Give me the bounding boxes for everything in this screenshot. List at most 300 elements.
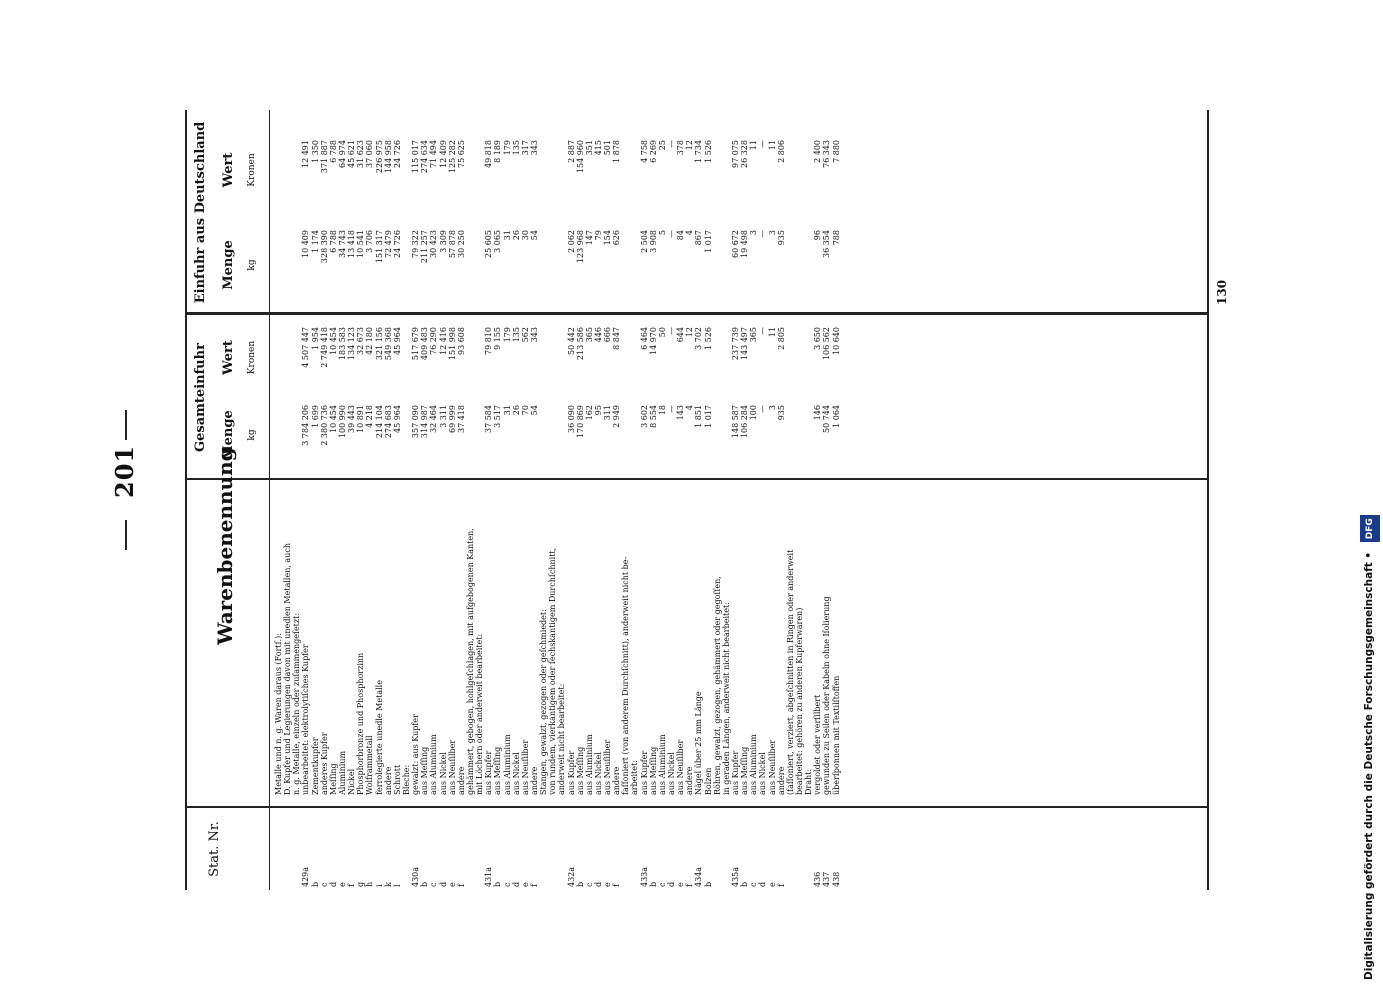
description-cell: aus Nickel [593, 752, 603, 795]
description-cell: aus Kupfer [731, 750, 741, 795]
total-value-cell: 1 526 [703, 327, 713, 350]
table-row [777, 110, 786, 890]
total-value-cell: 93 608 [456, 327, 466, 355]
total-quantity-cell: — [667, 405, 677, 413]
germany-value-cell: 12 409 [438, 140, 448, 168]
table-row [567, 110, 576, 890]
total-quantity-cell: 1 699 [310, 405, 320, 428]
table-row [539, 110, 548, 890]
stat-nr-cell: f [456, 884, 466, 887]
description-cell: andere [456, 766, 466, 795]
stat-nr-cell: e [337, 882, 347, 887]
total-quantity-cell: 18 [657, 405, 667, 416]
germany-quantity-cell: 147 [584, 230, 594, 246]
germany-quantity-cell: 1 174 [310, 230, 320, 253]
germany-value-cell: 25 [657, 140, 667, 151]
total-value-cell: 179 [502, 327, 512, 343]
total-quantity-cell: 69 999 [447, 405, 457, 433]
table-row [365, 110, 374, 890]
germany-quantity-cell: 34 743 [337, 230, 347, 258]
table-row [530, 110, 539, 890]
total-quantity-cell: 170 869 [575, 405, 585, 439]
stat-nr-cell: b [575, 881, 585, 887]
table-row [658, 110, 667, 890]
stat-nr-cell: e [520, 882, 530, 887]
germany-value-cell: 2 887 [566, 140, 576, 163]
germany-value-cell: — [667, 140, 677, 148]
description-cell: bearbeitet: gehören zu anderen Kupferwaren) [795, 607, 805, 795]
germany-value-cell: 1 734 [694, 140, 704, 163]
description-cell: in geraden Längen, anderweit nicht bearbeitet: [721, 602, 731, 795]
total-quantity-cell: 2 949 [612, 405, 622, 428]
header-warenbenennung: Warenbenennung [213, 447, 237, 645]
total-value-cell: 666 [603, 327, 613, 343]
table-row [667, 110, 676, 890]
total-quantity-cell: 935 [776, 405, 786, 421]
total-quantity-cell: 106 284 [740, 405, 750, 439]
description-cell: überſponnen mit Textilſtoffen [831, 675, 841, 795]
germany-value-cell: 12 [685, 140, 695, 151]
description-cell: aus Aluminium [657, 734, 667, 795]
germany-quantity-cell: 788 [831, 230, 841, 246]
total-quantity-cell: 31 [502, 405, 512, 416]
description-cell: D. Kupfer und Legierungen davon mit unedlen Metallen, auch [283, 543, 293, 795]
stat-nr-cell: f [612, 884, 622, 887]
germany-quantity-cell: 30 250 [456, 230, 466, 258]
table-row [585, 110, 594, 890]
stat-nr-cell: d [758, 881, 768, 887]
total-quantity-cell: 8 554 [648, 405, 658, 428]
footer-number: 130 [1215, 279, 1229, 305]
germany-quantity-cell: 3 [749, 230, 759, 236]
total-quantity-cell: 3 517 [493, 405, 503, 428]
stat-nr-cell: 433a [639, 866, 649, 887]
table-row [402, 110, 411, 890]
total-value-cell: 549 368 [383, 327, 393, 361]
total-quantity-cell: 70 [520, 405, 530, 416]
total-value-cell: 644 [676, 327, 686, 343]
description-cell: Meſſing [328, 763, 338, 795]
stat-nr-cell: 434a [694, 866, 704, 887]
table-row [630, 110, 639, 890]
description-cell: gehämmert, gebogen, hohlgeſchlagen, mit aufgebogenen Kanten, [465, 528, 475, 795]
stat-nr-cell: 438 [831, 871, 841, 887]
germany-quantity-cell: 626 [612, 230, 622, 246]
stat-nr-cell: f [529, 884, 539, 887]
total-quantity-cell: 39 443 [347, 405, 357, 433]
total-quantity-cell: 37 418 [456, 405, 466, 433]
germany-value-cell: 6 269 [648, 140, 658, 163]
description-cell: n. g. Metalle, einzeln oder zuſammengeſetzt: [292, 612, 302, 795]
germany-quantity-cell: 3 309 [438, 230, 448, 253]
table-row [347, 110, 356, 890]
germany-quantity-cell: 10 409 [301, 230, 311, 258]
description-cell: aus Nickel [438, 752, 448, 795]
germany-quantity-cell: 10 541 [356, 230, 366, 258]
germany-value-cell: 501 [603, 140, 613, 156]
description-cell: Bolzen [703, 767, 713, 795]
table-row [274, 110, 283, 890]
germany-quantity-cell: 154 [603, 230, 613, 246]
stat-nr-cell: f [776, 884, 786, 887]
description-cell: Nickel [347, 768, 357, 795]
description-cell: Schrott [392, 764, 402, 795]
table-row [457, 110, 466, 890]
description-cell: aus Meſſing [740, 746, 750, 795]
total-value-cell: 10 640 [831, 327, 841, 355]
description-cell: andere [612, 766, 622, 795]
germany-value-cell: 75 625 [456, 140, 466, 168]
header-unit-kronen: Kronen [247, 153, 257, 187]
germany-quantity-cell: 151 317 [374, 230, 384, 264]
total-value-cell: 3 650 [813, 327, 823, 350]
description-cell: Metalle und n. g. Waren daraus (Fortſ.): [274, 633, 283, 795]
germany-quantity-cell: 3 908 [648, 230, 658, 253]
germany-value-cell: 1 526 [703, 140, 713, 163]
table-row [576, 110, 585, 890]
total-quantity-cell: 1 064 [831, 405, 841, 428]
germany-value-cell: 115 017 [411, 140, 421, 174]
total-quantity-cell: 3 602 [639, 405, 649, 428]
description-cell: unbearbeitet: elektrolytiſches Kupfer [301, 644, 311, 795]
stat-nr-cell: f [685, 884, 695, 887]
germany-value-cell: 31 623 [356, 140, 366, 168]
germany-quantity-cell: 3 065 [493, 230, 503, 253]
table-row [795, 110, 804, 890]
total-value-cell: 151 998 [447, 327, 457, 361]
germany-value-cell: 144 958 [383, 140, 393, 174]
description-cell: Stangen, gewalzt, gezogen oder geſchmiedet: [539, 609, 549, 795]
description-cell: aus Neuſilber [676, 739, 686, 795]
germany-quantity-cell: 57 878 [447, 230, 457, 258]
header-unit-kronen: Kronen [247, 340, 257, 375]
germany-value-cell: 226 975 [374, 140, 384, 174]
total-value-cell: 50 [657, 327, 667, 338]
description-cell: Zementkupfer [310, 737, 320, 795]
total-value-cell: 32 673 [356, 327, 366, 355]
total-quantity-cell: 4 [685, 405, 695, 411]
description-cell: aus Meſſing [493, 746, 503, 795]
total-value-cell: 2 805 [776, 327, 786, 350]
total-quantity-cell: 3 784 206 [301, 405, 311, 446]
table-row [832, 110, 841, 890]
table-row [786, 110, 795, 890]
germany-quantity-cell: 36 354 [822, 230, 832, 258]
description-cell: faſſoniert (von anderem Durchſchnitt), anderweit nicht be- [621, 556, 631, 795]
header-einfuhr-deutschland: Einfuhr aus Deutschland [193, 121, 208, 304]
total-value-cell: 3 702 [694, 327, 704, 350]
table-row [722, 110, 731, 890]
description-cell: aus Neuſilber [447, 739, 457, 795]
total-value-cell: — [667, 327, 677, 335]
germany-quantity-cell: 3 706 [365, 230, 375, 253]
table-row [320, 110, 329, 890]
total-value-cell: 6 464 [639, 327, 649, 350]
total-quantity-cell: 3 311 [438, 405, 448, 428]
table-row [713, 110, 722, 890]
germany-quantity-cell: 79 322 [411, 230, 421, 258]
description-cell: ferrolegierte unedle Metalle [374, 680, 384, 795]
table-row [439, 110, 448, 890]
table-row [594, 110, 603, 890]
table-row [311, 110, 320, 890]
total-quantity-cell: 314 987 [420, 405, 430, 439]
germany-value-cell: 4 758 [639, 140, 649, 163]
total-quantity-cell: 214 104 [374, 405, 384, 439]
stat-nr-cell: b [310, 881, 320, 887]
total-value-cell: 343 [529, 327, 539, 343]
germany-quantity-cell: 54 [529, 230, 539, 241]
description-cell: andere [685, 766, 695, 795]
page-number: 201 [110, 444, 139, 498]
germany-quantity-cell: 19 498 [740, 230, 750, 258]
table-row [356, 110, 365, 890]
header-menge: Menge [221, 240, 236, 290]
description-cell: anderweit nicht bearbeitet: [557, 683, 567, 795]
germany-value-cell: 2 806 [776, 140, 786, 163]
germany-quantity-cell: 60 672 [731, 230, 741, 258]
description-cell: aus Neuſilber [520, 739, 530, 795]
total-quantity-cell: — [758, 405, 768, 413]
stat-nr-cell: l [392, 884, 402, 887]
description-cell: Aluminium [337, 750, 347, 795]
description-cell: aus Nickel [511, 752, 521, 795]
total-quantity-cell: 100 [749, 405, 759, 421]
stat-nr-cell: g [356, 881, 366, 887]
stat-nr-cell: b [420, 881, 430, 887]
total-value-cell: 106 562 [822, 327, 832, 361]
table-row [749, 110, 758, 890]
germany-value-cell: 415 [593, 140, 603, 156]
table-row [640, 110, 649, 890]
germany-value-cell: 125 282 [447, 140, 457, 174]
germany-value-cell: 317 [520, 140, 530, 156]
germany-value-cell: 1 878 [612, 140, 622, 163]
total-value-cell: 10 454 [328, 327, 338, 355]
total-quantity-cell: 32 464 [429, 405, 439, 433]
total-value-cell: 143 497 [740, 327, 750, 361]
table-row [292, 110, 301, 890]
germany-quantity-cell: 25 605 [484, 230, 494, 258]
description-cell: aus Meſſing [420, 746, 430, 795]
table-row [694, 110, 703, 890]
description-cell: aus Kupfer [566, 750, 576, 795]
total-quantity-cell: 10 454 [328, 405, 338, 433]
germany-value-cell: 12 491 [301, 140, 311, 168]
total-quantity-cell: 3 [767, 405, 777, 411]
description-cell: aus Aluminium [429, 734, 439, 795]
total-value-cell: 8 847 [612, 327, 622, 350]
header-rule [269, 110, 270, 890]
table-row [411, 110, 420, 890]
stat-nr-cell: d [511, 881, 521, 887]
germany-value-cell: 154 960 [575, 140, 585, 174]
total-value-cell: 562 [520, 327, 530, 343]
stat-nr-cell: k [383, 882, 393, 887]
stat-nr-cell: b [703, 881, 713, 887]
germany-quantity-cell: 96 [813, 230, 823, 241]
total-value-cell: 409 483 [420, 327, 430, 361]
germany-quantity-cell: 867 [694, 230, 704, 246]
description-cell: aus Neuſilber [767, 739, 777, 795]
total-quantity-cell: 274 683 [383, 405, 393, 439]
table-body [274, 110, 841, 890]
description-cell: aus Meſſing [575, 746, 585, 795]
total-value-cell: 42 180 [365, 327, 375, 355]
header-gesamteinfuhr: Gesamteinfuhr [193, 343, 208, 452]
total-quantity-cell: 148 587 [731, 405, 741, 439]
germany-quantity-cell: 30 [520, 230, 530, 241]
germany-value-cell: 135 [511, 140, 521, 156]
total-quantity-cell: 36 090 [566, 405, 576, 433]
germany-value-cell: 71 494 [429, 140, 439, 168]
table-row [420, 110, 429, 890]
description-cell: andere [383, 766, 393, 795]
description-cell: Röhren, gewalzt, gezogen, gehämmert oder gegoſſen, [712, 576, 722, 795]
stat-nr-cell: e [603, 882, 613, 887]
total-value-cell: 446 [593, 327, 603, 343]
side-credit [1359, 20, 1379, 980]
stat-nr-cell: c [502, 882, 512, 887]
germany-value-cell: 11 [749, 140, 759, 151]
total-quantity-cell: 1 851 [694, 405, 704, 428]
stat-nr-cell: f [347, 884, 357, 887]
dfg-logo: DFG [1360, 515, 1380, 542]
stat-nr-cell: 431a [484, 866, 494, 887]
table-row [621, 110, 630, 890]
total-value-cell: 365 [749, 327, 759, 343]
germany-value-cell: 378 [676, 140, 686, 156]
table-row [375, 110, 384, 890]
table-row [329, 110, 338, 890]
germany-value-cell: 11 [767, 140, 777, 151]
dfg-credit-text: Digitalisierung gefördert durch die Deutsche Forschungsgemeinschaft • [1363, 551, 1375, 980]
table-row [603, 110, 612, 890]
table-row [503, 110, 512, 890]
germany-quantity-cell: 2 062 [566, 230, 576, 253]
table-row [448, 110, 457, 890]
table-row [384, 110, 393, 890]
germany-value-cell: 7 880 [831, 140, 841, 163]
total-quantity-cell: 311 [603, 405, 613, 421]
total-value-cell: 12 [685, 327, 695, 338]
germany-quantity-cell: 13 418 [347, 230, 357, 258]
total-value-cell: — [758, 327, 768, 335]
germany-value-cell: 8 189 [493, 140, 503, 163]
stat-nr-cell: c [657, 882, 667, 887]
total-value-cell: 2 749 418 [319, 327, 329, 368]
table-row [484, 110, 493, 890]
germany-value-cell: 76 343 [822, 140, 832, 168]
description-cell: gewalzt: aus Kupfer [411, 714, 421, 795]
description-cell: aus Nickel [667, 752, 677, 795]
total-value-cell: 134 123 [347, 327, 357, 361]
germany-quantity-cell: 328 390 [319, 230, 329, 264]
total-value-cell: 45 964 [392, 327, 402, 355]
germany-quantity-cell: 5 [657, 230, 667, 236]
stat-nr-cell: c [584, 882, 594, 887]
header-stat-nr: Stat. Nr. [207, 821, 222, 877]
table-row [822, 110, 831, 890]
germany-value-cell: 343 [529, 140, 539, 156]
table-row [804, 110, 813, 890]
description-cell: aus Kupfer [639, 750, 649, 795]
total-quantity-cell: 4 218 [365, 405, 375, 428]
description-cell: aus Nickel [758, 752, 768, 795]
total-quantity-cell: 357 090 [411, 405, 421, 439]
stat-nr-cell: h [365, 881, 375, 887]
stat-nr-cell: i [374, 884, 384, 887]
stat-nr-cell: 435a [731, 866, 741, 887]
stat-nr-cell: 436 [813, 871, 823, 887]
description-cell: arbeitet: [630, 760, 640, 795]
total-quantity-cell: 143 [676, 405, 686, 421]
total-quantity-cell: 45 964 [392, 405, 402, 433]
total-value-cell: 14 970 [648, 327, 658, 355]
table-row [612, 110, 621, 890]
description-cell: aus Meſſing [648, 746, 658, 795]
table-row [338, 110, 347, 890]
germany-quantity-cell: 935 [776, 230, 786, 246]
stat-nr-cell: c [429, 882, 439, 887]
stat-nr-cell: e [767, 882, 777, 887]
table-row [740, 110, 749, 890]
stat-nr-cell: d [667, 881, 677, 887]
table-row [758, 110, 767, 890]
trade-statistics-table [185, 110, 1209, 890]
table-row [493, 110, 502, 890]
description-cell: von rundem, vierkantigem oder ſechskantigem Durchſchnitt, [548, 547, 558, 795]
stat-nr-cell: c [319, 882, 329, 887]
germany-value-cell: 64 974 [337, 140, 347, 168]
germany-quantity-cell: 24 726 [392, 230, 402, 258]
total-value-cell: 4 507 447 [301, 327, 311, 368]
description-cell: aus Aluminium [749, 734, 759, 795]
description-cell: mit Löchern oder anderweit bearbeitet: [475, 633, 485, 795]
total-quantity-cell: 100 990 [337, 405, 347, 439]
table-row [301, 110, 310, 890]
header-menge: Menge [221, 410, 236, 460]
germany-quantity-cell: 6 788 [328, 230, 338, 253]
table-row [475, 110, 484, 890]
description-cell: anderes Kupfer [319, 732, 329, 795]
description-cell: aus Kupfer [484, 750, 494, 795]
description-cell: aus Aluminium [502, 734, 512, 795]
stat-nr-cell: 429a [301, 866, 311, 887]
page-number-dash-left [125, 520, 127, 550]
description-cell: (faſſoniert, verziert, abgeſchnitten in Ringen oder anderweit [785, 549, 795, 795]
description-cell: vergoldet oder verſilbert [813, 694, 823, 795]
stat-nr-cell: b [740, 881, 750, 887]
germany-quantity-cell: 123 968 [575, 230, 585, 264]
germany-quantity-cell: 31 [502, 230, 512, 241]
table-row [512, 110, 521, 890]
germany-value-cell: 45 621 [347, 140, 357, 168]
germany-value-cell: 351 [584, 140, 594, 156]
stat-nr-cell: d [328, 881, 338, 887]
stat-nr-cell: 437 [822, 871, 832, 887]
germany-value-cell: 97 075 [731, 140, 741, 168]
table-row [548, 110, 557, 890]
total-value-cell: 50 442 [566, 327, 576, 355]
germany-value-cell: 49 818 [484, 140, 494, 168]
total-value-cell: 321 156 [374, 327, 384, 361]
rotated-table-page [110, 110, 1229, 890]
total-quantity-cell: 54 [529, 405, 539, 416]
germany-value-cell: 6 788 [328, 140, 338, 163]
total-quantity-cell: 26 [511, 405, 521, 416]
germany-value-cell: — [758, 140, 768, 148]
